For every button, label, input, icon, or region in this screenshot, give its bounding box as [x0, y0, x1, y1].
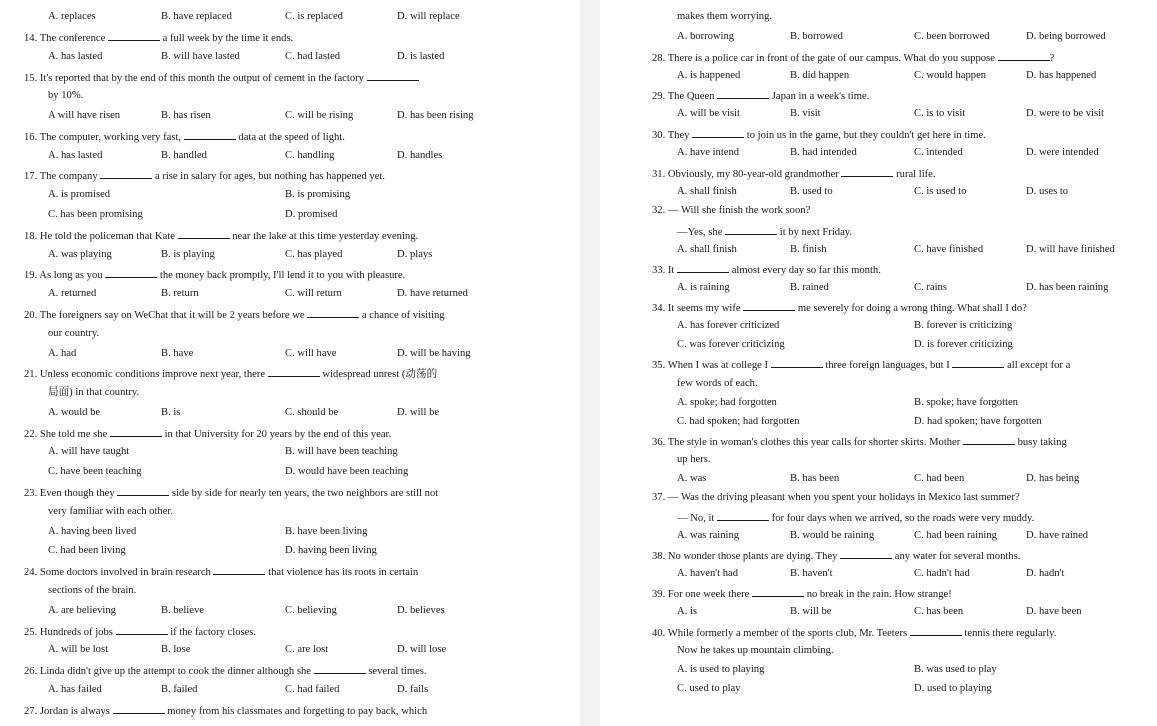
- question-text: 26. Linda didn't give up the attempt to cook the dinner although she: [24, 666, 311, 677]
- question-text-tail: near the lake at this time yesterday evening.: [232, 231, 419, 242]
- question-continuation: 局面) in that country.: [48, 387, 140, 398]
- answer-blank[interactable]: [677, 262, 729, 273]
- option-a: A. is raining: [677, 282, 730, 293]
- option-a: A. will be lost: [48, 644, 109, 655]
- option-b: B. did happen: [790, 70, 850, 81]
- question-14: [24, 30, 293, 45]
- question-text: —Yes, she: [677, 227, 723, 238]
- question-21: [24, 366, 437, 381]
- question-text: 28. There is a police car in front of the gate of our campus. What do you suppose: [652, 53, 995, 64]
- question-text-tail: all except for a: [1007, 360, 1071, 371]
- option-a: A will have risen: [48, 110, 121, 121]
- option-a: A. is used to playing: [677, 664, 765, 675]
- question-text: 15. It's reported that by the end of this month the output of cement in the factory: [24, 73, 364, 84]
- option-b: B. haven't: [790, 568, 833, 579]
- option-b: B. have: [161, 348, 194, 359]
- option-a: A. was raining: [677, 530, 740, 541]
- option-d: D. will be: [397, 407, 440, 418]
- question-text-tail: that violence has its roots in certain: [268, 567, 419, 578]
- option-c: C. should be: [285, 407, 339, 418]
- answer-blank[interactable]: [117, 485, 169, 496]
- question-text-tail: the money back promptly, I'll lend it to you with pleasure.: [159, 270, 406, 281]
- option-a: A. would be: [48, 407, 101, 418]
- question-text: 40. While formerly a member of the sports club, Mr. Teeters: [652, 628, 908, 639]
- option-b: B. is: [161, 407, 181, 418]
- option-c: C. had failed: [285, 684, 340, 695]
- answer-blank[interactable]: [307, 307, 359, 318]
- option-c: C. have been teaching: [48, 466, 142, 477]
- option-d: D. will be having: [397, 348, 471, 359]
- option-c: C. will be rising: [285, 110, 354, 121]
- option-c: C. has been promising: [48, 209, 143, 220]
- option-d: D. were to be visit: [1026, 108, 1104, 119]
- question-text: 39. For one week there: [652, 589, 750, 600]
- answer-blank[interactable]: [952, 357, 1004, 368]
- answer-blank[interactable]: [841, 166, 893, 177]
- question-continuation: very familiar with each other.: [48, 506, 174, 517]
- question-text: 14. The conference: [24, 33, 106, 44]
- question-29: [652, 88, 869, 103]
- question-text: 22. She told me she: [24, 429, 108, 440]
- option-a: A. had: [48, 348, 77, 359]
- question-text-tail: tennis there regularly.: [964, 628, 1057, 639]
- option-c: C. had spoken; had forgotten: [677, 416, 800, 427]
- option-d: D. have been: [1026, 606, 1082, 617]
- answer-blank[interactable]: [268, 366, 320, 377]
- question-22: [24, 426, 391, 441]
- option-a: A. was playing: [48, 249, 112, 260]
- option-c: C. is replaced: [285, 11, 343, 22]
- option-c: C. is used to: [914, 186, 967, 197]
- question-text-tail: me severely for doing a wrong thing. What shall I do?: [797, 303, 1027, 314]
- question-25: [24, 624, 256, 639]
- question-text-tail: for four days when we arrived, so the roads were very muddy.: [771, 513, 1035, 524]
- option-b: B. have replaced: [161, 11, 232, 22]
- option-d: D. will lose: [397, 644, 447, 655]
- question-30: [652, 127, 986, 142]
- option-a: A. will have taught: [48, 446, 130, 457]
- option-b: B. lose: [161, 644, 191, 655]
- question-text-tail: Japan in a week's time.: [771, 91, 870, 102]
- question-text: 30. They: [652, 130, 690, 141]
- option-d: D. handles: [397, 150, 443, 161]
- question-39: [652, 586, 952, 601]
- option-c: C. have finished: [914, 244, 984, 255]
- option-b: B. is playing: [161, 249, 215, 260]
- option-b: B. will have lasted: [161, 51, 240, 62]
- question-23: [24, 485, 438, 500]
- option-b: B. return: [161, 288, 199, 299]
- option-b: B. forever is criticizing: [914, 320, 1013, 331]
- question-text: 21. Unless economic conditions improve next year, there: [24, 369, 266, 380]
- option-d: D. has being: [1026, 473, 1080, 484]
- question-37: 37. — Was the driving pleasant when you spent your holidays in Mexico last summer?: [652, 492, 1020, 503]
- option-d: D. have returned: [397, 288, 468, 299]
- question-24: [24, 564, 418, 579]
- answer-blank[interactable]: [178, 228, 230, 239]
- question-text-tail: a rise in salary for ages, but nothing has happened yet.: [154, 171, 386, 182]
- option-b: B. used to: [790, 186, 833, 197]
- question-text: 35. When I was at college I: [652, 360, 768, 371]
- question-text: 25. Hundreds of jobs: [24, 627, 113, 638]
- option-c: C. has played: [285, 249, 343, 260]
- question-continuation: up hers.: [677, 454, 711, 465]
- question-15: [24, 70, 419, 85]
- answer-blank[interactable]: [717, 510, 769, 521]
- question-18: [24, 228, 418, 243]
- answer-blank[interactable]: [110, 426, 162, 437]
- option-a: A. will be visit: [677, 108, 740, 119]
- question-continuation: sections of the brain.: [48, 585, 137, 596]
- question-continuation: our country.: [48, 328, 100, 339]
- option-d: D. is forever criticizing: [914, 339, 1013, 350]
- question-text-tail: widespread unrest (动荡的: [322, 369, 438, 380]
- option-b: B. have been living: [285, 526, 368, 537]
- answer-blank[interactable]: [717, 88, 769, 99]
- dialogue-reply: [677, 510, 1034, 525]
- question-text-tail: no break in the rain. How strange!: [806, 589, 952, 600]
- answer-blank[interactable]: [213, 564, 265, 575]
- question-text-tail: in that University for 20 years by the end of this year.: [164, 429, 392, 440]
- option-c: C. will have: [285, 348, 337, 359]
- option-d: D. plays: [397, 249, 433, 260]
- question-continuation: makes them worrying.: [677, 11, 773, 22]
- question-27: [24, 703, 427, 718]
- option-c: C. rains: [914, 282, 947, 293]
- option-d: D. has been rising: [397, 110, 474, 121]
- question-35: [652, 357, 1070, 372]
- question-40: [652, 625, 1056, 640]
- question-38: [652, 548, 1020, 563]
- option-c: C. would happen: [914, 70, 987, 81]
- question-text-tail: side by side for nearly ten years, the two neighbors are still not: [171, 488, 439, 499]
- answer-blank[interactable]: [743, 300, 795, 311]
- answer-blank[interactable]: [752, 586, 804, 597]
- option-c: C. been borrowed: [914, 31, 990, 42]
- option-a: A. is: [677, 606, 698, 617]
- question-text-tail: busy taking: [1017, 437, 1067, 448]
- question-33: [652, 262, 881, 277]
- option-a: A. has lasted: [48, 51, 103, 62]
- answer-blank[interactable]: [184, 129, 236, 140]
- option-b: B. believe: [161, 605, 204, 616]
- answer-blank[interactable]: [314, 663, 366, 674]
- answer-blank[interactable]: [771, 357, 823, 368]
- option-d: D. fails: [397, 684, 429, 695]
- question-text: 34. It seems my wife: [652, 303, 741, 314]
- option-c: C. has been: [914, 606, 964, 617]
- option-a: A. has forever criticized: [677, 320, 780, 331]
- option-c: C. was forever criticizing: [677, 339, 785, 350]
- option-d: D. has happened: [1026, 70, 1097, 81]
- option-a: A. has lasted: [48, 150, 103, 161]
- question-text: 19. As long as you: [24, 270, 103, 281]
- question-text-tail: data at the speed of light.: [238, 132, 345, 143]
- option-b: B. finish: [790, 244, 827, 255]
- question-continuation: few words of each.: [677, 378, 758, 389]
- option-b: B. will have been teaching: [285, 446, 398, 457]
- option-b: B. handled: [161, 150, 207, 161]
- question-text-tail: any water for several months.: [894, 551, 1021, 562]
- option-a: A. have intend: [677, 147, 740, 158]
- answer-blank[interactable]: [998, 50, 1050, 61]
- option-b: B. visit: [790, 108, 821, 119]
- option-d: D. used to playing: [914, 683, 992, 694]
- question-text-tail: a chance of visiting: [361, 310, 445, 321]
- question-text: 38. No wonder those plants are dying. They: [652, 551, 838, 562]
- option-d: D. is lasted: [397, 51, 445, 62]
- question-text-tail: if the factory closes.: [170, 627, 257, 638]
- question-text: 23. Even though they: [24, 488, 115, 499]
- question-text-tail: almost every day so far this month.: [731, 265, 881, 276]
- question-text: 31. Obviously, my 80-year-old grandmother: [652, 169, 839, 180]
- option-c: C. will return: [285, 288, 342, 299]
- option-b: B. rained: [790, 282, 829, 293]
- option-b: B. was used to play: [914, 664, 997, 675]
- answer-blank[interactable]: [108, 30, 160, 41]
- option-a: A. is happened: [677, 70, 741, 81]
- question-26: [24, 663, 427, 678]
- answer-blank[interactable]: [840, 548, 892, 559]
- question-text-mid: three foreign languages, but I: [825, 360, 950, 371]
- option-b: B. has been: [790, 473, 840, 484]
- option-b: B. would be raining: [790, 530, 875, 541]
- option-a: A. haven't had: [677, 568, 739, 579]
- option-c: C. hadn't had: [914, 568, 970, 579]
- option-b: B. borrowed: [790, 31, 843, 42]
- question-text: 24. Some doctors involved in brain research: [24, 567, 211, 578]
- option-b: B. failed: [161, 684, 198, 695]
- answer-blank[interactable]: [725, 224, 777, 235]
- option-c: C. had been raining: [914, 530, 997, 541]
- question-34: [652, 300, 1027, 315]
- option-a: A. having been lived: [48, 526, 137, 537]
- question-continuation: Now he takes up mountain climbing.: [677, 645, 834, 656]
- question-continuation: by 10%.: [48, 90, 84, 101]
- option-d: D. promised: [285, 209, 338, 220]
- option-c: C. handling: [285, 150, 335, 161]
- option-a: A. replaces: [48, 11, 96, 22]
- option-d: D. will replace: [397, 11, 460, 22]
- option-b: B. spoke; have forgotten: [914, 397, 1018, 408]
- question-text-tail: money from his classmates and forgetting to pay back, which: [167, 706, 428, 717]
- option-c: C. used to play: [677, 683, 741, 694]
- option-c: C. had been: [914, 473, 965, 484]
- question-text-tail: a full week by the time it ends.: [162, 33, 294, 44]
- option-d: D. being borrowed: [1026, 31, 1106, 42]
- option-d: D. believes: [397, 605, 445, 616]
- answer-blank[interactable]: [113, 703, 165, 714]
- option-b: B. is promising: [285, 189, 351, 200]
- option-a: A. is promised: [48, 189, 111, 200]
- option-a: A. borrowing: [677, 31, 735, 42]
- page-gutter: [580, 0, 600, 726]
- option-d: D. hadn't: [1026, 568, 1065, 579]
- answer-blank[interactable]: [367, 70, 419, 81]
- question-16: [24, 129, 345, 144]
- answer-blank[interactable]: [105, 267, 157, 278]
- option-c: C. are lost: [285, 644, 329, 655]
- question-text-tail: it by next Friday.: [779, 227, 853, 238]
- option-d: D. has been raining: [1026, 282, 1109, 293]
- option-d: D. will have finished: [1026, 244, 1115, 255]
- question-32: 32. — Will she finish the work soon?: [652, 205, 811, 216]
- question-text: 18. He told the policeman that Kate: [24, 231, 175, 242]
- question-text: 17. The company: [24, 171, 98, 182]
- question-text-tail: rural life.: [896, 169, 936, 180]
- question-31: [652, 166, 936, 181]
- option-d: D. would have been teaching: [285, 466, 409, 477]
- answer-blank[interactable]: [692, 127, 744, 138]
- option-a: A. are believing: [48, 605, 116, 616]
- question-17: [24, 168, 385, 183]
- question-text-tail: ?: [1049, 53, 1055, 64]
- option-a: A. shall finish: [677, 244, 737, 255]
- option-b: B. will be: [790, 606, 832, 617]
- question-text: — No, it: [677, 513, 715, 524]
- answer-blank[interactable]: [100, 168, 152, 179]
- option-d: D. had spoken; have forgotten: [914, 416, 1042, 427]
- question-19: [24, 267, 405, 282]
- answer-blank[interactable]: [910, 625, 962, 636]
- question-text: 29. The Queen: [652, 91, 715, 102]
- option-a: A. has failed: [48, 684, 102, 695]
- option-b: B. has risen: [161, 110, 211, 121]
- dialogue-reply: [677, 224, 852, 239]
- question-text: 16. The computer, working very fast,: [24, 132, 182, 143]
- question-text: 27. Jordan is always: [24, 706, 110, 717]
- answer-blank[interactable]: [116, 624, 168, 635]
- option-a: A. returned: [48, 288, 97, 299]
- question-text: 36. The style in woman's clothes this year calls for shorter skirts. Mother: [652, 437, 961, 448]
- option-c: C. intended: [914, 147, 963, 158]
- option-b: B. had intended: [790, 147, 857, 158]
- question-text-tail: several times.: [368, 666, 427, 677]
- answer-blank[interactable]: [963, 434, 1015, 445]
- option-c: C. believing: [285, 605, 337, 616]
- question-text-tail: to join us in the game, but they couldn't get here in time.: [746, 130, 986, 141]
- option-c: C. had been living: [48, 545, 126, 556]
- option-d: D. were intended: [1026, 147, 1099, 158]
- option-d: D. uses to: [1026, 186, 1069, 197]
- question-28: [652, 50, 1054, 65]
- question-20: [24, 307, 445, 322]
- option-c: C. is to visit: [914, 108, 966, 119]
- question-36: [652, 434, 1067, 449]
- question-text: 20. The foreigners say on WeChat that it will be 2 years before we: [24, 310, 305, 321]
- option-d: D. have rained: [1026, 530, 1089, 541]
- option-a: A. spoke; had forgotten: [677, 397, 777, 408]
- option-c: C. had lasted: [285, 51, 341, 62]
- option-a: A. shall finish: [677, 186, 737, 197]
- question-text: 33. It: [652, 265, 675, 276]
- option-d: D. having been living: [285, 545, 377, 556]
- option-a: A. was: [677, 473, 707, 484]
